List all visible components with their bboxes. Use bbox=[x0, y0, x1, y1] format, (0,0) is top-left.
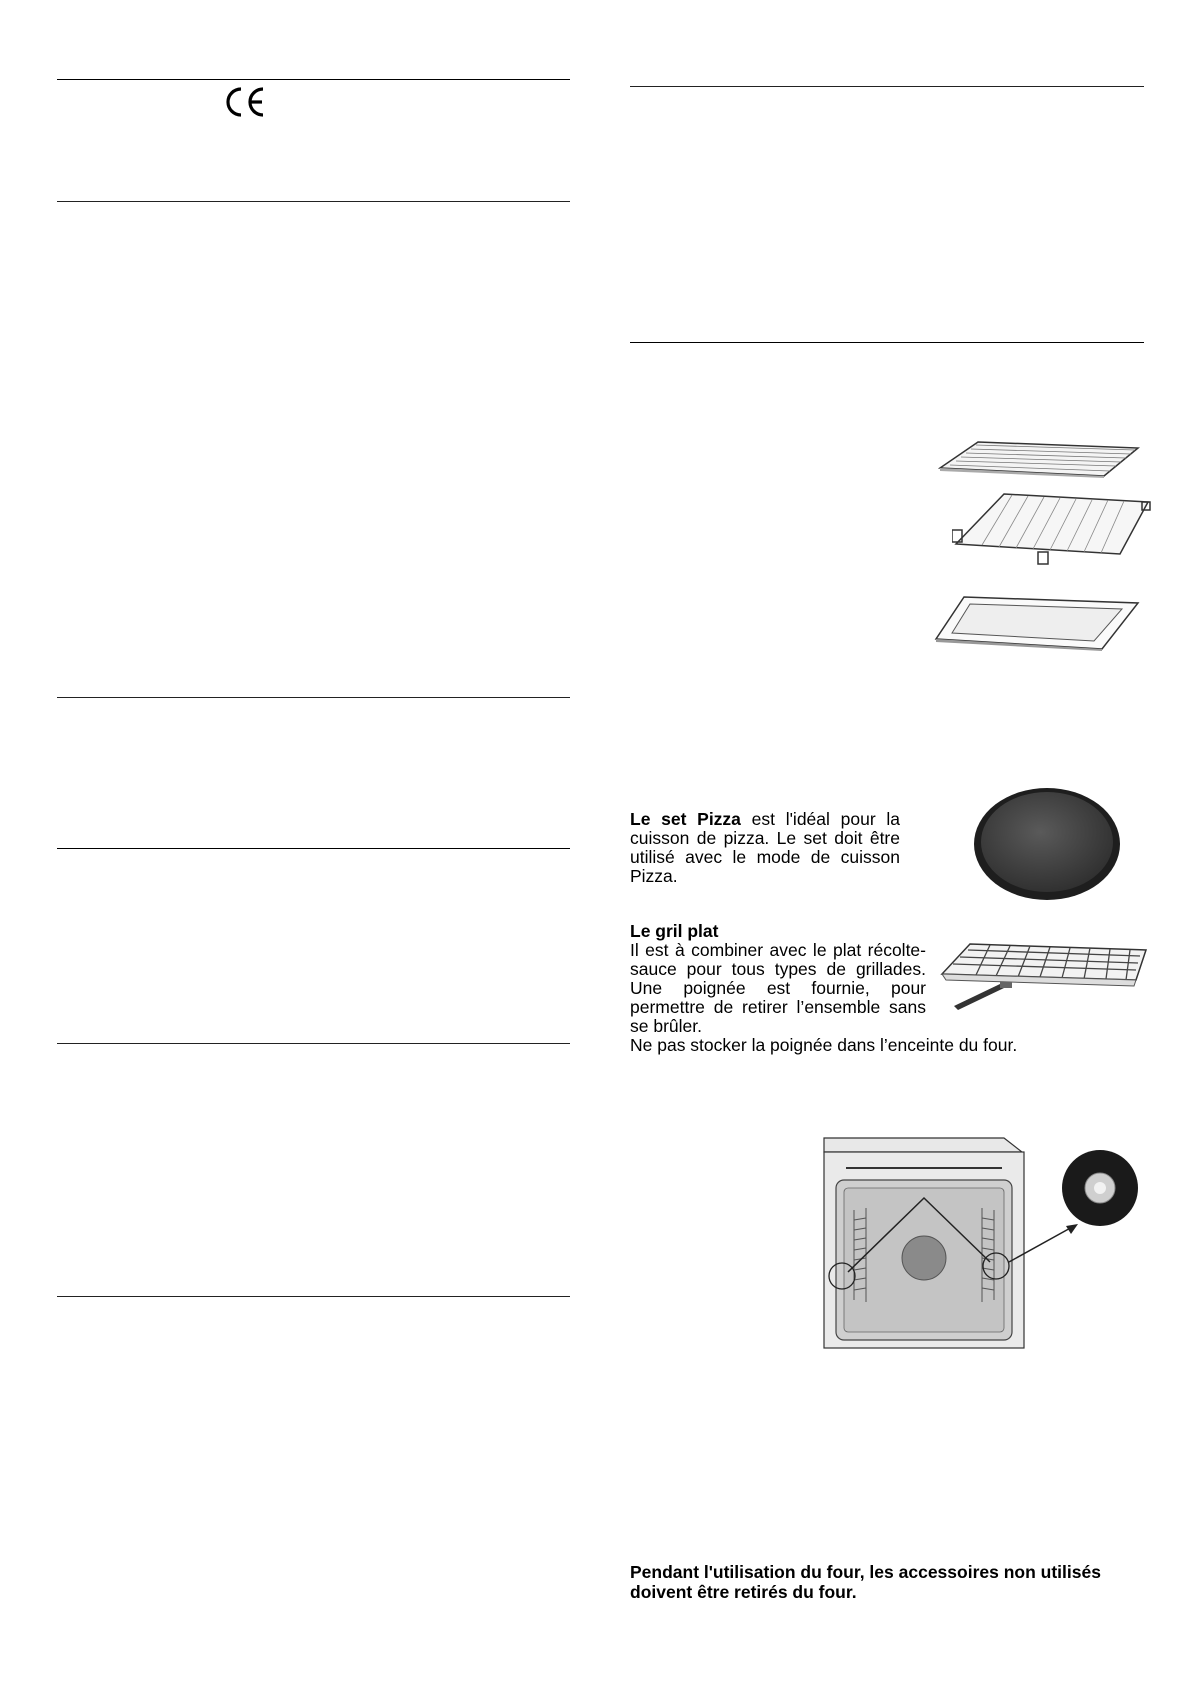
baking-tray-image bbox=[934, 595, 1140, 651]
divider-right-2 bbox=[630, 342, 1144, 343]
flat-grill-image bbox=[940, 940, 1150, 1016]
divider-left-5 bbox=[57, 1043, 570, 1044]
ce-mark-logo bbox=[222, 86, 266, 118]
divider-left-2 bbox=[57, 201, 570, 202]
divider-left-4 bbox=[57, 848, 570, 849]
divider-left-1 bbox=[57, 79, 570, 80]
pizza-set-title: Le set Pizza bbox=[630, 809, 741, 829]
wire-rack-stops-image bbox=[952, 488, 1152, 566]
warning-line-2: doivent être retirés du four. bbox=[630, 1582, 857, 1602]
flat-grill-title: Le gril plat bbox=[630, 921, 719, 941]
oven-diagram-image bbox=[816, 1130, 1142, 1352]
divider-left-6 bbox=[57, 1296, 570, 1297]
wire-rack-image bbox=[938, 440, 1142, 478]
warning-line-1: Pendant l'utilisation du four, les accessoires non utilisés bbox=[630, 1562, 1101, 1582]
flat-grill-text: Il est à combiner avec le plat récolte-sauce pour tous types de grillades. Une poignée est fournie, pour permettre de retirer l’ensemble sans se brûler. bbox=[630, 940, 926, 1036]
flat-grill-section bbox=[630, 922, 926, 1036]
pizza-set-paragraph bbox=[630, 810, 900, 886]
flat-grill-note: Ne pas stocker la poignée dans l’enceinte du four. bbox=[630, 1035, 1018, 1055]
accessories-warning bbox=[630, 1562, 1150, 1602]
pizza-set-text: est l'idéal pour la cuisson de pizza. Le set doit être utilisé avec le mode de cuisson Pizza. bbox=[630, 809, 900, 886]
divider-left-3 bbox=[57, 697, 570, 698]
pizza-pan-image bbox=[972, 782, 1122, 902]
divider-right-1 bbox=[630, 86, 1144, 87]
